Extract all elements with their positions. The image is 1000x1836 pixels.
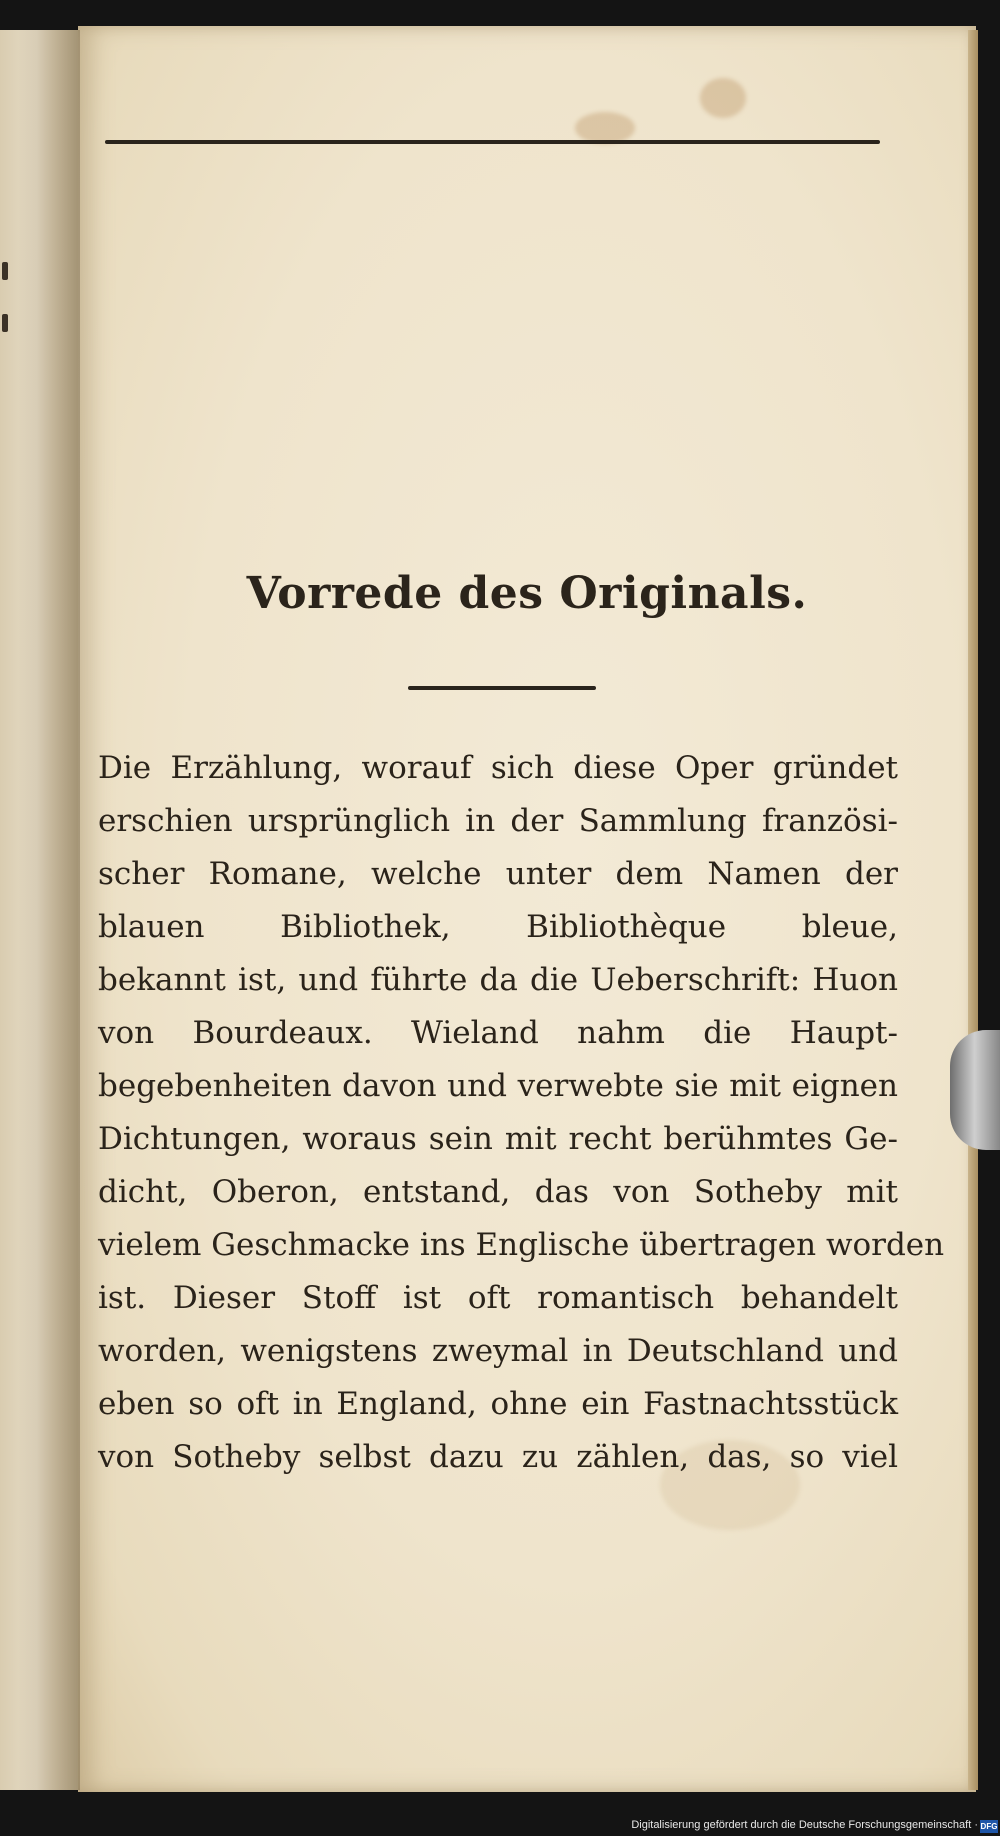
body-text [98, 742, 945, 1484]
text-line: Die Erzählung, worauf sich diese Oper gründet [98, 750, 898, 786]
text-line: blauen Bibliothek, Bibliothèque bleue, [98, 909, 898, 945]
facing-page-mark [2, 262, 8, 280]
text-line: von Sotheby selbst dazu zu zählen, das, so viel [98, 1439, 898, 1475]
page-clip [950, 1030, 1000, 1150]
text-line: ist. Dieser Stoff ist oft romantisch behandelt [98, 1280, 898, 1316]
stain-mark [700, 78, 746, 118]
text-line: eben so oft in England, ohne ein Fastnachtsstück [98, 1386, 898, 1422]
text-line: bekannt ist, und führte da die Ueberschrift: Huon [98, 962, 898, 998]
dfg-logo: DFG [980, 1822, 998, 1831]
text-line: worden, wenigstens zweymal in Deutschland und [98, 1333, 898, 1369]
page-edge [968, 30, 978, 1790]
funding-credit: Digitalisierung gefördert durch die Deutsche Forschungsgemeinschaft · [631, 1819, 978, 1831]
text-line: scher Romane, welche unter dem Namen der [98, 856, 898, 892]
text-line: dicht, Oberon, entstand, das von Sotheby mit [98, 1174, 898, 1210]
text-line: vielem Geschmacke ins Englische übertragen worden [98, 1227, 945, 1263]
top-ornamental-rule [105, 140, 880, 144]
text-line: Dichtungen, woraus sein mit recht berühmtes Ge- [98, 1121, 898, 1157]
facing-page-mark [2, 314, 8, 332]
text-line: von Bourdeaux. Wieland nahm die Haupt- [98, 1015, 898, 1051]
text-line: begebenheiten davon und verwebte sie mit eignen [98, 1068, 898, 1104]
spine-shadow [18, 30, 80, 1790]
text-line: erschien ursprünglich in der Sammlung französi- [98, 803, 898, 839]
heading-divider [408, 686, 596, 690]
page-title: Vorrede des Originals. [246, 568, 808, 619]
